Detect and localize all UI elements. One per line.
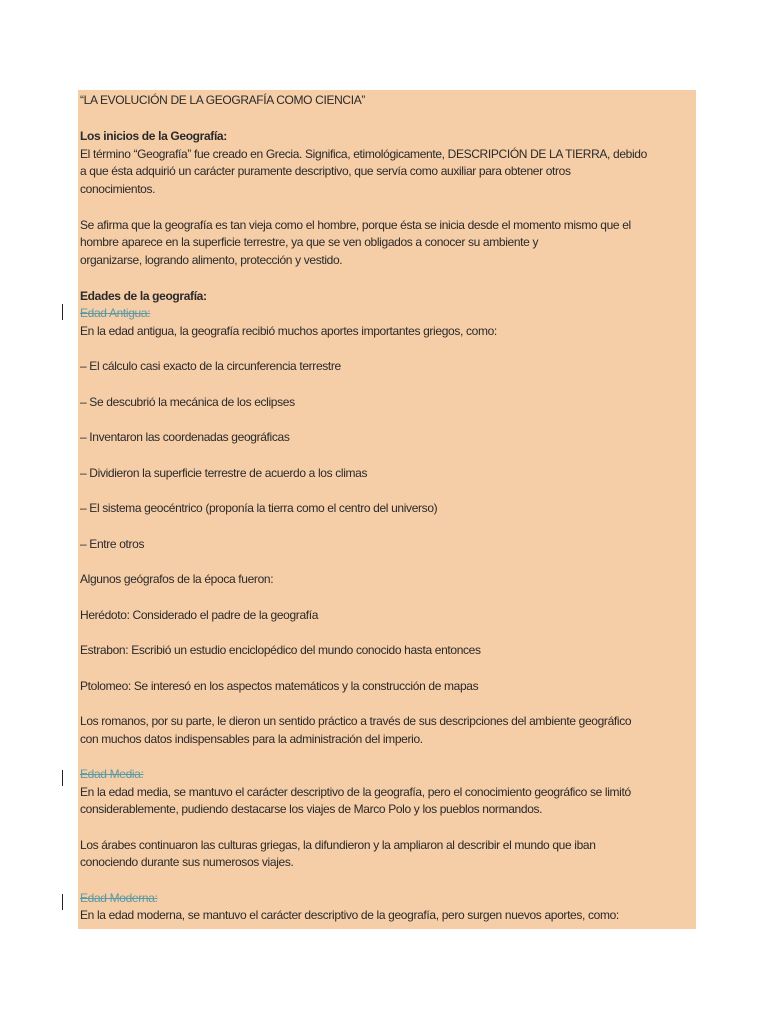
revision-mark-antigua xyxy=(62,304,63,320)
geographer-entry: Ptolomeo: Se interesó en los aspectos matemáticos y la construcción de mapas xyxy=(80,678,479,693)
list-item: – Se descubrió la mecánica de los eclipses xyxy=(80,394,295,409)
list-item: – El cálculo casi exacto de la circunferencia terrestre xyxy=(80,359,341,373)
highlighted-text-block xyxy=(78,90,696,929)
romans-line: Los romanos, por su parte, le dieron un sentido práctico a través de sus descripciones del ambiente geográfico xyxy=(80,714,632,728)
list-item: – Dividieron la superficie terrestre de acuerdo a los climas xyxy=(80,465,368,480)
geographer-entry: Estrabon: Escribió un estudio enciclopédico del mundo conocido hasta entonces xyxy=(80,643,481,657)
section-label-antigua: Edad Antigua: xyxy=(80,306,151,320)
section-label-media: Edad Media: xyxy=(80,767,144,781)
list-item: – El sistema geocéntrico (proponía la tierra como el centro del universo) xyxy=(80,501,438,515)
romans-line: con muchos datos indispensables para la administración del imperio. xyxy=(80,731,423,746)
intro-p1-line: a que ésta adquirió un carácter puramente descriptivo, que servía como auxiliar para obtener otros xyxy=(80,164,571,178)
intro-p2-line: Se afirma que la geografía es tan vieja como el hombre, porque ésta se inicia desde el momento mismo que el xyxy=(80,217,631,232)
intro-p2-line: hombre aparece en la superficie terrestre, ya que se ven obligados a conocer su ambiente y xyxy=(80,235,539,249)
media-p2-line: Los árabes continuaron las culturas griegas, la difundieron y la ampliaron al describir el mundo que iban xyxy=(80,837,596,852)
list-item: – Entre otros xyxy=(80,536,145,551)
revision-mark-media xyxy=(62,770,63,786)
section-label-moderna: Edad Moderna: xyxy=(80,890,158,905)
media-p1-line: considerablemente, pudiendo destacarse los viajes de Marco Polo y los pueblos normandos. xyxy=(80,802,543,816)
intro-p1-line: conocimientos. xyxy=(80,181,156,196)
geographers-intro: Algunos geógrafos de la época fueron: xyxy=(80,572,274,586)
geographer-entry: Herédoto: Considerado el padre de la geografía xyxy=(80,607,319,622)
moderna-p1: En la edad moderna, se mantuvo el carácter descriptivo de la geografía, pero surgen nuevos aportes, como: xyxy=(80,908,619,922)
media-p1-line: En la edad media, se mantuvo el carácter descriptivo de la geografía, pero el conocimiento geográfico se limitó xyxy=(80,784,631,799)
intro-p1-line: El término “Geografía” fue creado en Grecia. Significa, etimológicamente, DESCRIPCIÓN DE LA TIERRA, debido xyxy=(80,146,647,161)
media-p2-line: conociendo durante sus numerosos viajes. xyxy=(80,855,294,869)
intro-p2-line: organizarse, logrando alimento, protección y vestido. xyxy=(80,252,343,267)
antigua-intro: En la edad antigua, la geografía recibió muchos aportes importantes griegos, como: xyxy=(80,323,497,338)
ages-heading: Edades de la geografía: xyxy=(80,288,207,303)
intro-heading: Los inicios de la Geografía: xyxy=(80,129,227,143)
list-item: – Inventaron las coordenadas geográficas xyxy=(80,430,290,444)
revision-mark-moderna xyxy=(62,894,63,910)
document-title: “LA EVOLUCIÓN DE LA GEOGRAFÍA COMO CIENCIA” xyxy=(80,93,366,107)
